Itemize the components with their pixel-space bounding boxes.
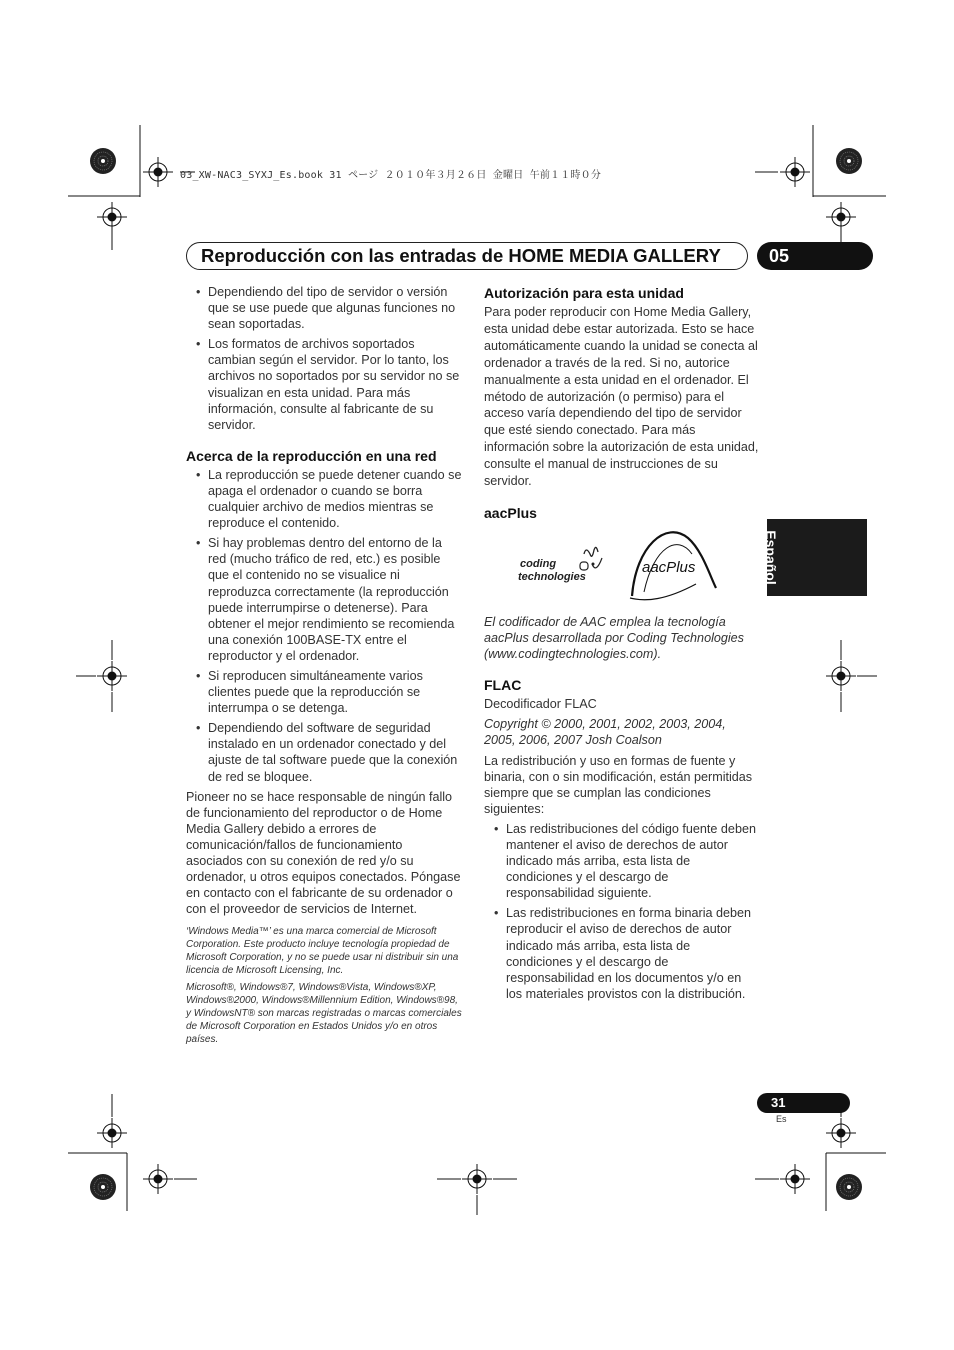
section-heading-aacplus: aacPlus (484, 504, 537, 521)
list-item: • Los formatos de archivos soportados cambian según el servidor. Por lo tanto, los archivos no soportados por su servidor no se visualizan en esta unidad. Para más información, consulte al fabricante de su servidor. (186, 336, 462, 433)
registration-mark-icon (143, 1164, 173, 1194)
registration-mark-icon (826, 1118, 856, 1148)
registration-star-icon (836, 1174, 862, 1200)
network-notes-list (186, 467, 462, 785)
language-tab-label: Español (763, 530, 779, 585)
aacplus-logo-icon (626, 526, 722, 604)
registration-mark-icon (780, 157, 810, 187)
registration-mark-icon (97, 1118, 127, 1148)
registration-mark-icon (143, 157, 173, 187)
coding-technologies-logo-text: technologies (518, 570, 586, 583)
flac-decoder-label: Decodificador FLAC (484, 697, 597, 712)
list-item: • Las redistribuciones en forma binaria deben reproducir el aviso de derechos de autor indicado más arriba, esta lista de condiciones y el descargo de responsabilidad en los documentos y/o en los materiales provistos con la distribución. (484, 905, 759, 1002)
registration-star-icon (90, 148, 116, 174)
book-info-line: 03_XW-NAC3_SYXJ_Es.book 31 ページ ２０１０年３月２６日 金曜日 午前１１時０分 (180, 170, 602, 181)
chapter-number-badge: 05 (757, 242, 873, 270)
windows-media-footnote: ‘Windows Media™’ es una marca comercial de Microsoft Corporation. Este producto incluye tecnología propiedad de Microsoft Corporation, y no se puede usar ni distribuir sin una licencia de Microsoft Licensing, Inc. (186, 926, 459, 977)
list-item: • Si hay problemas dentro del entorno de la red (mucho tráfico de red, etc.) es posible que el contenido no se visualice ni reproduzca correctamente (la reproducción puede interrumpirse o detenerse). Para obtener el mejor rendimiento se recomienda una conexión 100BASE-TX entre el reproductor y el ordenador. (186, 535, 462, 664)
section-heading-flac: FLAC (484, 677, 522, 694)
aacplus-caption: El codificador de AAC emplea la tecnología aacPlus desarrollada por Coding Technologies (www.codingtechnologies.com). (484, 614, 744, 662)
registration-mark-icon (97, 202, 127, 232)
coding-technologies-logo-icon (578, 544, 612, 578)
server-notes-list (186, 284, 462, 433)
registration-mark-icon (826, 661, 856, 691)
flac-copyright: Copyright © 2000, 2001, 2002, 2003, 2004, 2005, 2006, 2007 Josh Coalson (484, 717, 726, 748)
registration-mark-icon (780, 1164, 810, 1194)
microsoft-trademarks-footnote: Microsoft®, Windows®7, Windows®Vista, Windows®XP, Windows®2000, Windows®Millennium Edition, Windows®98, y WindowsNT® son marcas registradas o marcas comerciales de Microsoft Corporation en Estados Unidos y/o en otros países. (186, 982, 462, 1046)
coding-technologies-logo-text: coding (520, 557, 557, 570)
registration-mark-icon (97, 661, 127, 691)
disclaimer-paragraph: Pioneer no se hace responsable de ningún fallo de funcionamiento del reproductor o de Home Media Gallery debido a errores de comunicación/fallos de funcionamiento asociados con su conexión de red y/o su ordenador, u otros equipos conectados. Póngase en contacto con el fabricante de su ordenador o con el proveedor de servicios de Internet. (186, 789, 461, 917)
registration-mark-icon (462, 1164, 492, 1194)
page-number-badge: 31 (757, 1093, 850, 1113)
language-tab (763, 519, 867, 596)
authorization-paragraph: Para poder reproducir con Home Media Gallery, esta unidad debe estar autorizada. Esto se hace automáticamente cuando la unidad se conecta al ordenador a través de la red. Si no, autorice manualmente a esta unidad en el ordenador. El método de autorización (o permiso) para el acceso varía dependiendo del tipo de servidor que esté siendo conectado. Para más información sobre la autorización de esta unidad, consulte el manual de instrucciones de su servidor. (484, 305, 759, 489)
page-language-code: Es (776, 1114, 787, 1124)
left-column (186, 284, 462, 1050)
flac-conditions-list (484, 821, 759, 1002)
list-item: • Dependiendo del tipo de servidor o versión que se use puede que algunas funciones no sean soportadas. (186, 284, 462, 332)
registration-star-icon (836, 148, 862, 174)
list-item: • Dependiendo del software de seguridad instalado en un ordenador conectado y del ajuste de tal software puede que la conexión de red se bloquee. (186, 720, 462, 784)
chapter-title-bar (186, 242, 748, 270)
list-item: • Si reproducen simultáneamente varios clientes puede que la reproducción se interrumpa o se detenga. (186, 668, 462, 716)
registration-mark-icon (826, 202, 856, 232)
list-item: • Las redistribuciones del código fuente deben mantener el aviso de derechos de autor indicado más arriba, esta lista de condiciones y el descargo de responsabilidad siguiente. (484, 821, 759, 901)
page-title: Reproducción con las entradas de HOME MEDIA GALLERY (201, 245, 721, 266)
aacplus-logo-text: aacPlus (642, 558, 696, 576)
flac-license-intro: La redistribución y uso en formas de fuente y binaria, con o sin modificación, están permitidas siempre que se cumplan las condiciones siguientes: (484, 753, 753, 816)
section-heading-authorization: Autorización para esta unidad (484, 285, 684, 301)
registration-star-icon (90, 1174, 116, 1200)
logos-row (484, 526, 759, 604)
list-item: • La reproducción se puede detener cuando se apaga el ordenador o cuando se borra cualquier archivo de medios mientras se reproduce el contenido. (186, 467, 462, 531)
right-column (484, 284, 759, 1006)
section-heading-network: Acerca de la reproducción en una red (186, 447, 437, 464)
